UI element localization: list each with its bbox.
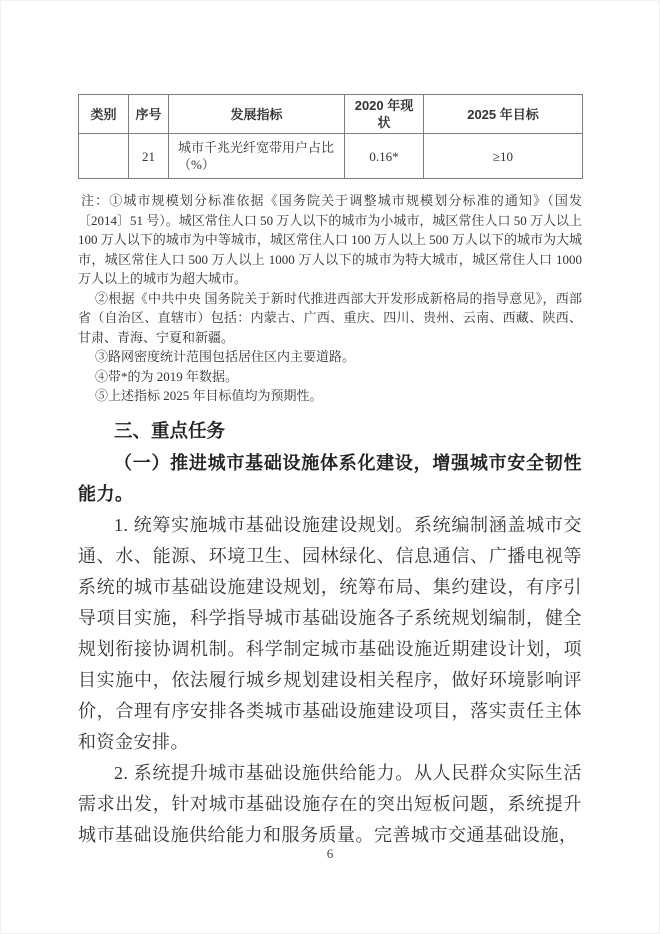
table-header-row xyxy=(79,95,583,134)
cell-index: 21 xyxy=(129,134,169,179)
note-item-4: ④带*的为 2019 年数据。 xyxy=(95,368,239,384)
cell-category xyxy=(79,134,129,179)
note-item-2: ②根据《中共中央 国务院关于新时代推进西部大开发形成新格局的指导意见》，西部省（自治区、直辖市）包括：内蒙古、广西、重庆、四川、贵州、云南、西藏、陕西、甘肃、青海、宁夏和新疆。 xyxy=(78,290,582,345)
indicators-table xyxy=(78,94,583,179)
note-item-3: ③路网密度统计范围包括居住区内主要道路。 xyxy=(95,349,356,364)
header-index: 序号 xyxy=(129,95,169,134)
section-heading: 三、重点任务 xyxy=(114,419,226,441)
header-indicator: 发展指标 xyxy=(169,95,345,134)
cell-2020-status: 0.16* xyxy=(345,134,424,179)
table-notes xyxy=(78,191,582,406)
header-2025-target: 2025 年目标 xyxy=(424,95,583,134)
sub-heading: （一）推进城市基础设施体系化建设，增强城市安全韧性能力。 xyxy=(78,452,582,504)
body-paragraph-2: 2. 系统提升城市基础设施供给能力。从人民群众实际生活需求出发，针对城市基础设施存在的突出短板问题，系统提升城市基础设施供给能力和服务质量。完善城市交通基础设施， xyxy=(78,762,582,845)
cell-indicator: 城市千兆光纤宽带用户占比（%） xyxy=(169,134,345,179)
cell-2025-target: ≥10 xyxy=(424,134,583,179)
body-paragraph-1: 1. 统筹实施城市基础设施建设规划。系统编制涵盖城市交通、水、能源、环境卫生、园林绿化、信息通信、广播电视等系统的城市基础设施建设规划，统筹布局、集约建设，有序引导项目实施，科学指导城市基础设施各子系统规划编制，健全规划衔接协调机制。科学制定城市基础设施近期建设计划，项目实施中，依法履行城乡规划建设相关程序，做好环境影响评价，合理有序安排各类城市基础设施建设项目，落实责任主体和资金安排。 xyxy=(78,514,582,752)
page-number: 6 xyxy=(326,846,334,861)
header-category: 类别 xyxy=(79,95,129,134)
header-2020-status: 2020 年现状 xyxy=(345,95,424,134)
note-item-5: ⑤上述指标 2025 年目标值均为预期性。 xyxy=(95,388,323,403)
note-item-1: 注：①城市规模划分标准依据《国务院关于调整城市规模划分标准的通知》（国发〔2014〕51 号）。城区常住人口 50 万人以下的城市为小城市，城区常住人口 50 万人以上 100 万人以下的城市为中等城市，城区常住人口 100 万人以上 500 万人以下的城市为大城市，城区常住人口 500 万人以上 1000 万人以下的城市为特大城市，城区常住人口 1000 万人以上的城市为超大城市。 xyxy=(78,193,582,286)
table-row xyxy=(79,134,583,179)
